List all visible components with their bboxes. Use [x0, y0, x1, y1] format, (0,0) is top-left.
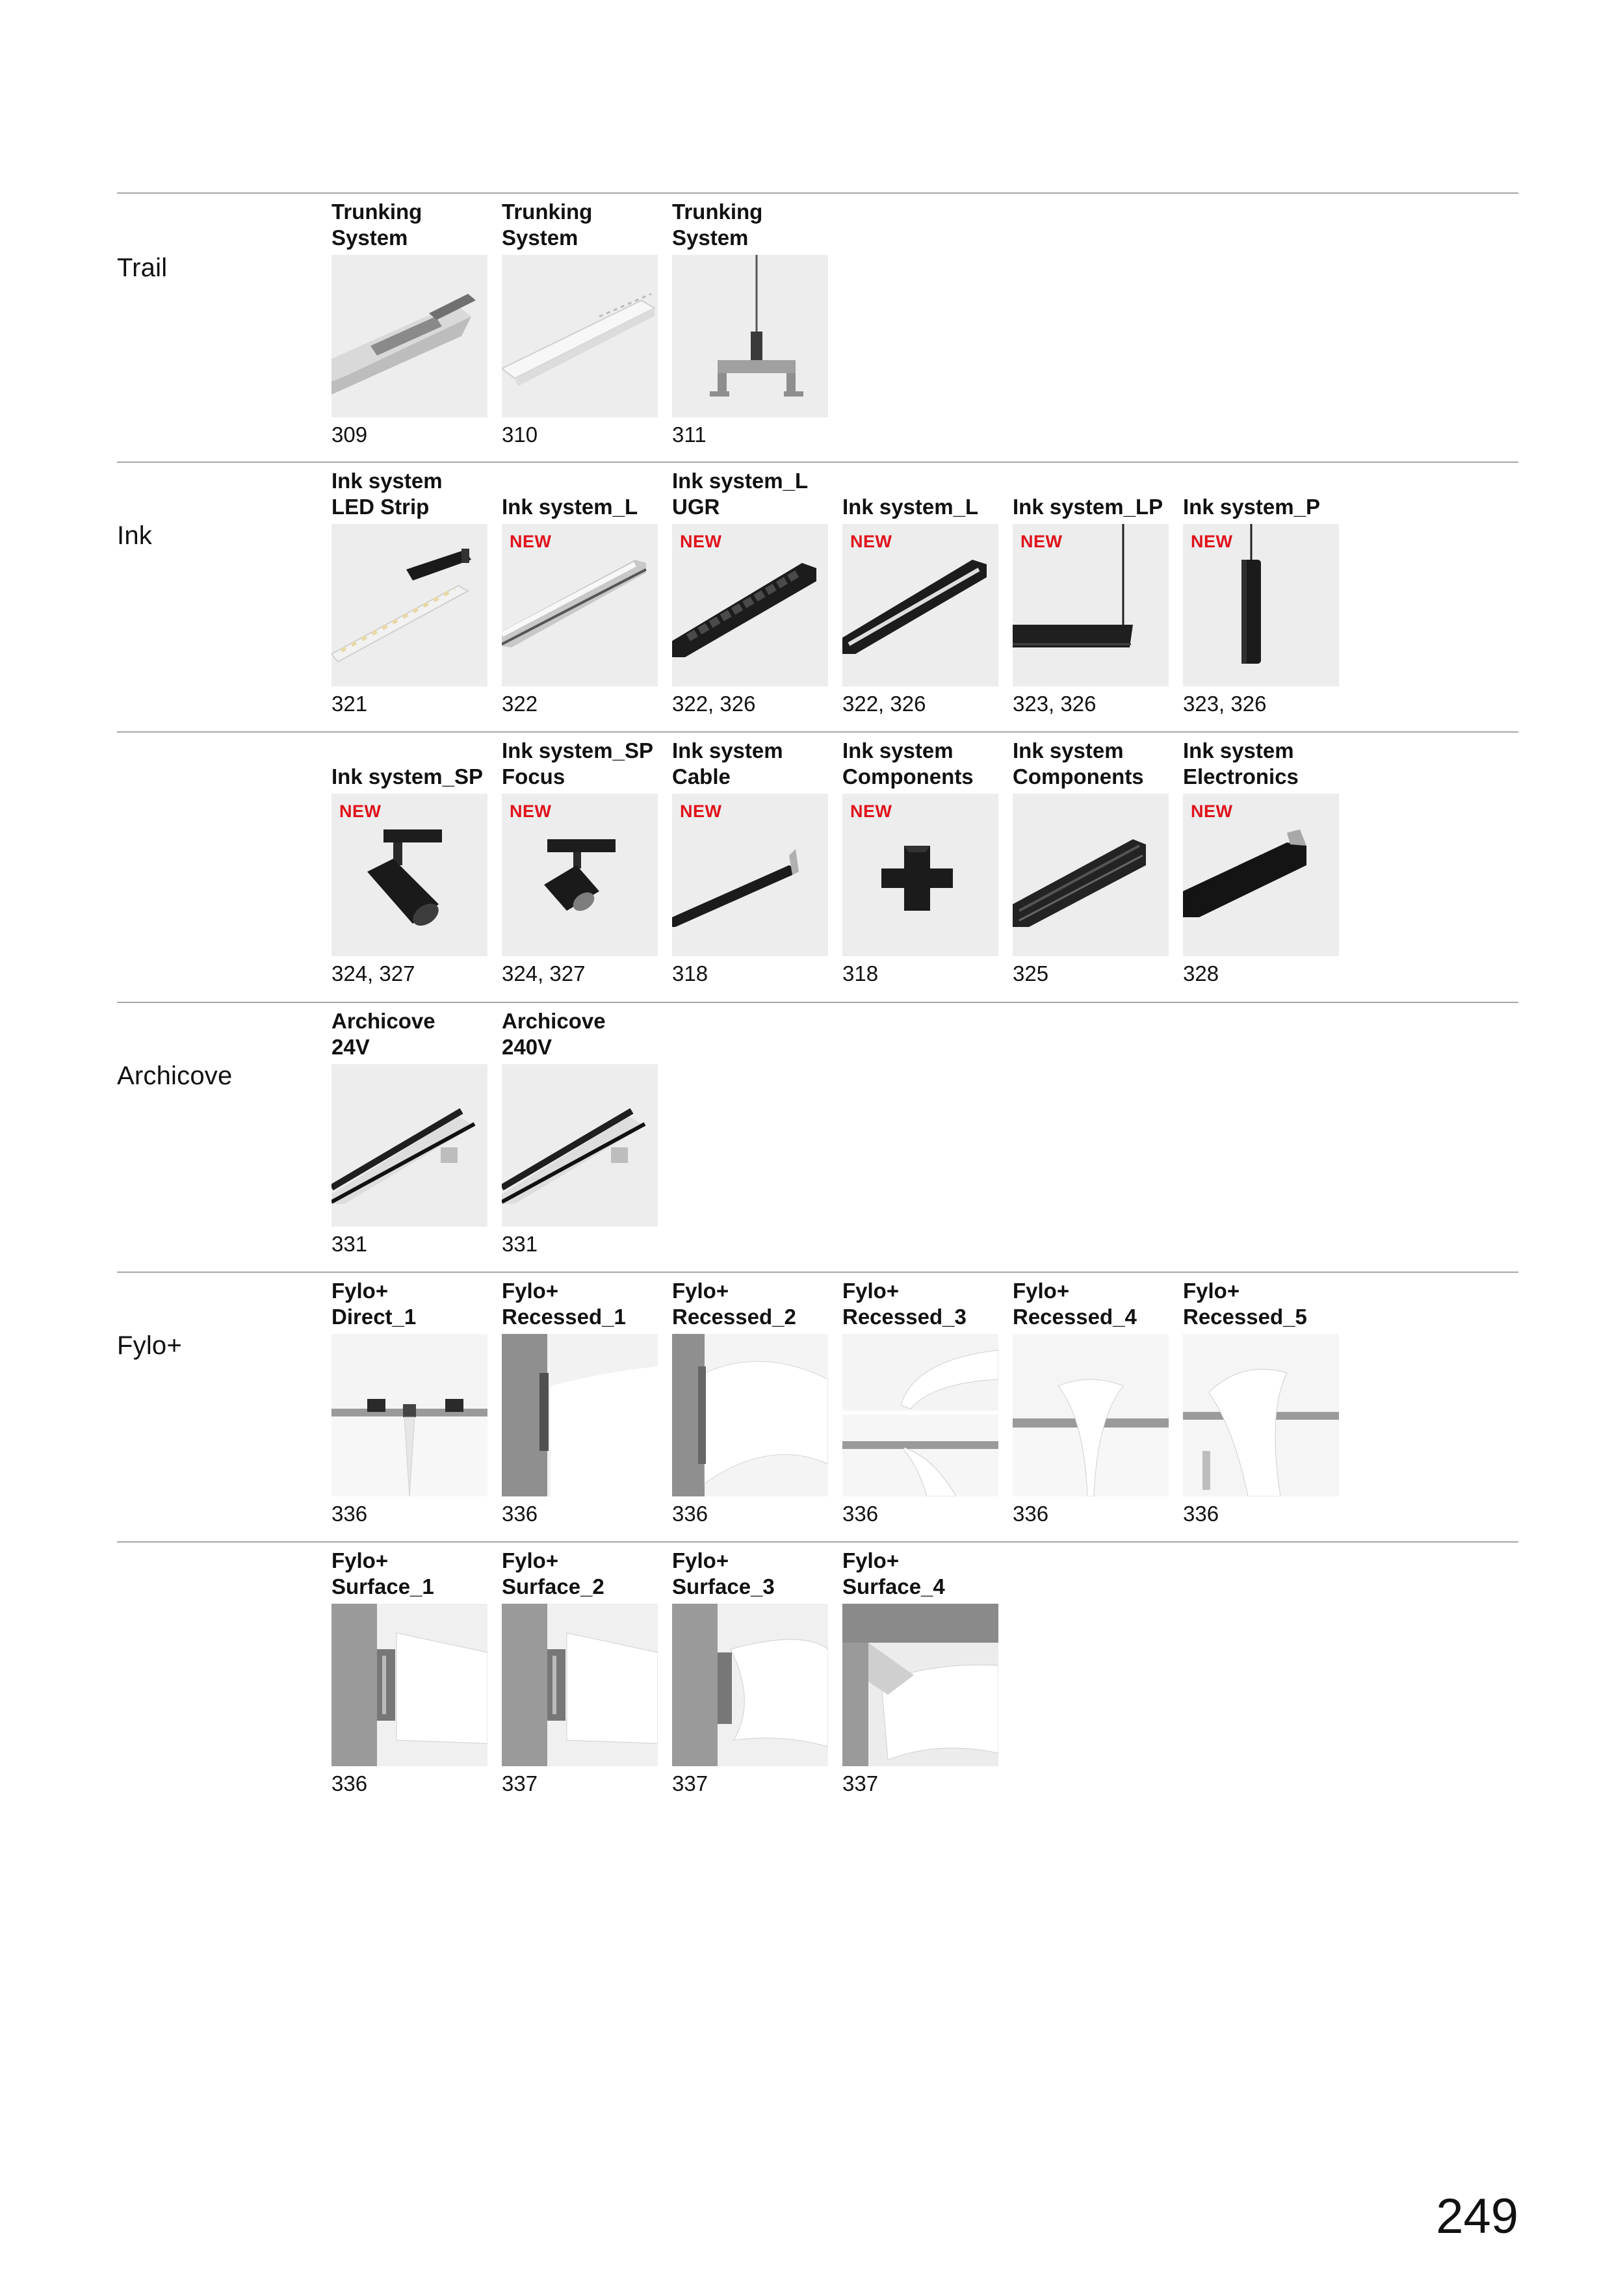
product-card[interactable] [672, 1278, 828, 1526]
family-name-fylo: Fylo+ [117, 1331, 182, 1360]
product-title-line: Ink system_L [502, 495, 638, 519]
page-reference: 323, 326 [1013, 692, 1097, 716]
page-reference: 323, 326 [1183, 692, 1267, 716]
product-card[interactable] [331, 1008, 487, 1256]
product-title-line: Components [1013, 764, 1144, 789]
product-title-line: Focus [502, 764, 565, 789]
product-title [1183, 1278, 1351, 1330]
product-thumbnail[interactable] [1183, 1334, 1339, 1496]
product-card[interactable] [1183, 1278, 1339, 1526]
product-title-line: Archicove [331, 1009, 435, 1033]
product-title [502, 1278, 669, 1330]
product-title-line: System [331, 226, 408, 250]
product-thumbnail[interactable] [1013, 794, 1169, 956]
product-card[interactable] [331, 468, 487, 716]
product-title [672, 1548, 840, 1600]
page-reference: 318 [672, 961, 708, 985]
product-title-line: Fylo+ [502, 1548, 559, 1572]
product-thumbnail[interactable] [331, 255, 487, 417]
section-divider [117, 1272, 1518, 1273]
product-title [331, 1278, 499, 1330]
product-card[interactable] [502, 1548, 658, 1795]
page-reference: 322, 326 [672, 692, 756, 716]
product-card[interactable] [842, 738, 998, 985]
product-title [1013, 1278, 1180, 1330]
family-name-ink: Ink [117, 521, 152, 550]
product-title-line: 24V [331, 1035, 370, 1059]
page-reference: 336 [331, 1771, 368, 1795]
page-reference: 321 [331, 692, 368, 716]
page-reference: 328 [1183, 961, 1219, 985]
product-title-line: Trunking [672, 200, 763, 224]
product-title [331, 1008, 499, 1060]
product-title-line: Fylo+ [502, 1279, 559, 1303]
new-badge: NEW [1191, 532, 1233, 551]
page-reference: 325 [1013, 961, 1049, 985]
product-title-line: Ink system_L [672, 469, 809, 493]
page-reference: 322, 326 [842, 692, 926, 716]
section-divider [117, 731, 1518, 733]
product-title [842, 468, 1010, 520]
product-title-line: Ink system [842, 738, 954, 763]
product-title [672, 199, 840, 251]
page-reference: 336 [672, 1502, 708, 1526]
product-card[interactable] [331, 738, 487, 985]
page-reference: 331 [502, 1232, 538, 1256]
product-thumbnail[interactable] [331, 1334, 487, 1496]
product-title-line: Recessed_4 [1013, 1305, 1137, 1329]
page-reference: 337 [502, 1771, 538, 1795]
product-title-line: Trunking [331, 200, 422, 224]
product-title [1183, 738, 1351, 790]
product-title [1183, 468, 1351, 520]
product-thumbnail[interactable] [842, 1604, 998, 1766]
page-reference: 336 [502, 1502, 538, 1526]
product-title [502, 199, 669, 251]
product-title-line: Fylo+ [842, 1279, 900, 1303]
product-title [1013, 468, 1180, 520]
new-badge: NEW [680, 532, 722, 551]
new-badge: NEW [850, 802, 892, 821]
product-title [502, 468, 669, 520]
new-badge: NEW [339, 802, 382, 821]
product-title-line: System [672, 226, 749, 250]
product-title-line: Ink system_P [1183, 495, 1320, 519]
product-title-line: System [502, 226, 578, 250]
product-title-line: Fylo+ [331, 1548, 389, 1572]
product-thumbnail[interactable] [672, 255, 828, 417]
family-name-archicove: Archicove [117, 1062, 233, 1090]
product-thumbnail[interactable] [502, 1334, 658, 1496]
product-title [331, 1548, 499, 1600]
product-card[interactable] [502, 199, 658, 447]
page-number: 249 [1436, 2189, 1518, 2244]
product-title-line: Ink system [1183, 738, 1294, 763]
page-reference: 331 [331, 1232, 368, 1256]
new-badge: NEW [1020, 532, 1063, 551]
product-title [842, 738, 1010, 790]
product-title [502, 1548, 669, 1600]
product-thumbnail[interactable] [331, 524, 487, 686]
product-card[interactable] [672, 1548, 828, 1795]
family-name-trail: Trail [117, 254, 168, 282]
product-title [842, 1278, 1010, 1330]
product-title-line: Fylo+ [672, 1279, 729, 1303]
product-card[interactable] [1013, 468, 1169, 716]
page-reference: 337 [842, 1771, 879, 1795]
product-title-line: Electronics [1183, 764, 1299, 789]
product-title-line: Ink system_SP [502, 738, 653, 763]
product-title [672, 468, 840, 520]
product-title-line: Ink system_LP [1013, 495, 1163, 519]
product-title-line: Ink system [1013, 738, 1124, 763]
page-reference: 337 [672, 1771, 708, 1795]
product-thumbnail[interactable] [842, 1334, 998, 1496]
product-card[interactable] [331, 1278, 487, 1526]
product-card[interactable] [672, 199, 828, 447]
page-reference: 336 [1013, 1502, 1049, 1526]
product-title-line: 240V [502, 1035, 552, 1059]
product-thumbnail[interactable] [502, 255, 658, 417]
product-thumbnail[interactable] [672, 1334, 828, 1496]
product-title-line: Fylo+ [331, 1279, 389, 1303]
product-title-line: Surface_1 [331, 1574, 434, 1598]
product-thumbnail[interactable] [331, 1604, 487, 1766]
new-badge: NEW [510, 802, 552, 821]
product-title-line: Recessed_5 [1183, 1305, 1307, 1329]
product-title-line: Archicove [502, 1009, 606, 1033]
new-badge: NEW [1191, 802, 1233, 821]
product-title [331, 738, 499, 790]
product-thumbnail[interactable] [502, 1064, 658, 1227]
product-thumbnail[interactable] [331, 1064, 487, 1227]
product-title-line: Recessed_3 [842, 1305, 967, 1329]
product-title-line: Trunking [502, 200, 593, 224]
product-card[interactable] [331, 1548, 487, 1795]
section-divider [117, 462, 1518, 463]
product-title [1013, 738, 1180, 790]
new-badge: NEW [510, 532, 552, 551]
page-reference: 336 [1183, 1502, 1219, 1526]
product-card[interactable] [672, 468, 828, 716]
product-title-line: Recessed_1 [502, 1305, 626, 1329]
product-title-line: Components [842, 764, 974, 789]
product-title [331, 199, 499, 251]
product-title-line: Surface_4 [842, 1574, 945, 1598]
product-title-line: Direct_1 [331, 1305, 417, 1329]
product-title-line: Fylo+ [1183, 1279, 1240, 1303]
product-title-line: Recessed_2 [672, 1305, 796, 1329]
product-title [502, 738, 669, 790]
page-reference: 311 [672, 423, 707, 447]
product-card[interactable] [502, 1008, 658, 1256]
product-card[interactable] [1183, 468, 1339, 716]
page-reference: 318 [842, 961, 879, 985]
product-card[interactable] [1013, 1278, 1169, 1526]
product-title [502, 1008, 669, 1060]
page-reference: 336 [331, 1502, 368, 1526]
product-title-line: Surface_2 [502, 1574, 604, 1598]
product-card[interactable] [842, 1548, 998, 1795]
product-card[interactable] [502, 468, 658, 716]
product-title-line: Ink system_L [842, 495, 979, 519]
product-title-line: Cable [672, 764, 731, 789]
product-card[interactable] [502, 738, 658, 985]
product-card[interactable] [331, 199, 487, 447]
product-title-line: Ink system [672, 738, 783, 763]
product-title [842, 1548, 1010, 1600]
product-card[interactable] [1183, 738, 1339, 985]
product-card[interactable] [672, 738, 828, 985]
product-title-line: Ink system_SP [331, 764, 483, 789]
product-title-line: Fylo+ [1013, 1279, 1070, 1303]
product-title-line: Surface_3 [672, 1574, 775, 1598]
page-reference: 310 [502, 423, 538, 447]
product-title-line: Fylo+ [842, 1548, 900, 1572]
page-reference: 309 [331, 423, 368, 447]
product-thumbnail[interactable] [672, 1604, 828, 1766]
page-reference: 336 [842, 1502, 879, 1526]
product-title-line: Fylo+ [672, 1548, 729, 1572]
product-card[interactable] [1013, 738, 1169, 985]
product-title [331, 468, 499, 520]
new-badge: NEW [850, 532, 892, 551]
page-reference: 324, 327 [331, 961, 415, 985]
product-thumbnail[interactable] [1013, 1334, 1169, 1496]
product-thumbnail[interactable] [502, 1604, 658, 1766]
product-card[interactable] [502, 1278, 658, 1526]
section-divider [117, 1002, 1518, 1003]
section-divider [117, 1541, 1518, 1543]
page-reference: 322 [502, 692, 538, 716]
product-title-line: Ink system [331, 469, 443, 493]
new-badge: NEW [680, 802, 722, 821]
page-reference: 324, 327 [502, 961, 586, 985]
section-divider [117, 192, 1518, 194]
product-card[interactable] [842, 468, 998, 716]
product-title-line: LED Strip [331, 495, 430, 519]
product-title [672, 738, 840, 790]
product-title-line: UGR [672, 495, 720, 519]
product-title [672, 1278, 840, 1330]
product-card[interactable] [842, 1278, 998, 1526]
